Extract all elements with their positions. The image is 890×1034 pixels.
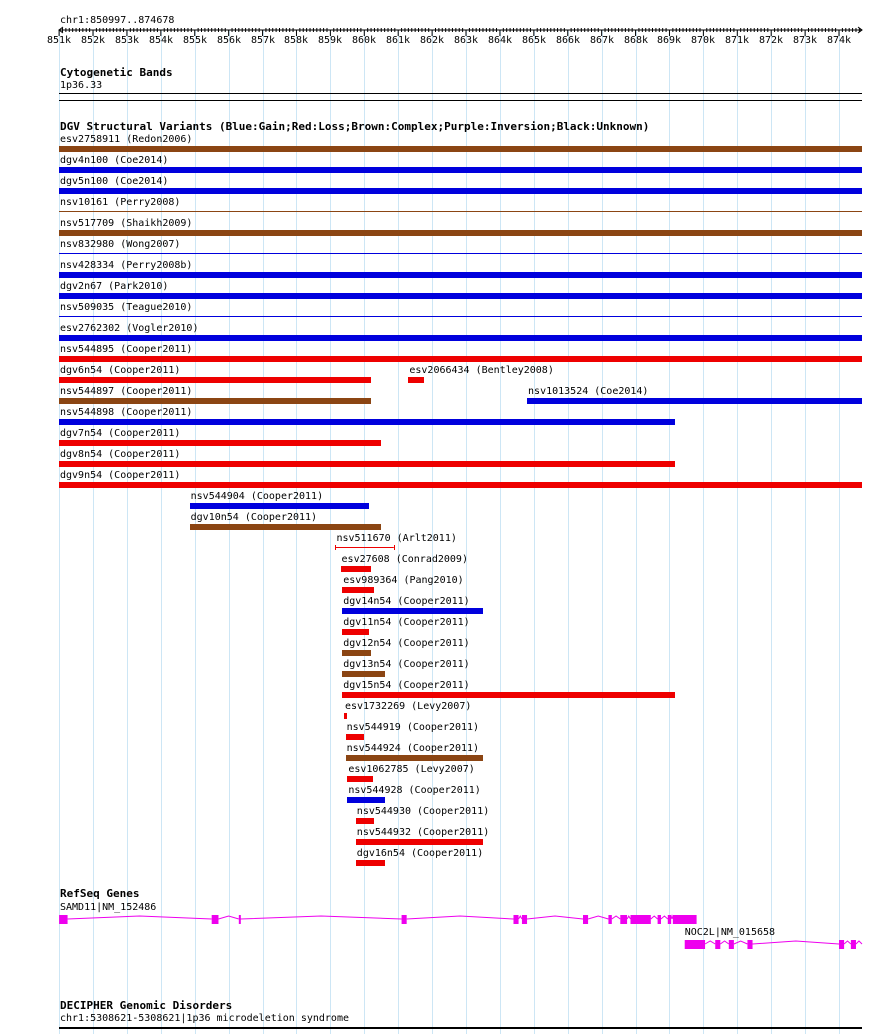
exon bbox=[673, 915, 697, 924]
exon bbox=[402, 915, 407, 924]
gene-label[interactable]: NOC2L|NM_015658 bbox=[684, 927, 776, 938]
tick-label: 858k bbox=[283, 35, 309, 46]
gridline bbox=[771, 30, 772, 1034]
tick-label: 857k bbox=[250, 35, 276, 46]
variant-bar[interactable] bbox=[59, 377, 371, 383]
gridline bbox=[229, 30, 230, 1034]
variant-label[interactable]: nsv511670 (Arlt2011) bbox=[336, 533, 457, 544]
tick-label: 874k bbox=[826, 35, 852, 46]
exon bbox=[658, 915, 661, 924]
tick-label: 859k bbox=[317, 35, 343, 46]
variant-bar[interactable] bbox=[59, 230, 862, 236]
variant-bar[interactable] bbox=[335, 545, 395, 550]
variant-bar[interactable] bbox=[59, 356, 862, 362]
variant-bar[interactable] bbox=[59, 482, 862, 488]
gridline bbox=[703, 30, 704, 1034]
variant-label[interactable]: dgv8n54 (Cooper2011) bbox=[60, 449, 181, 460]
gridline bbox=[364, 30, 365, 1034]
gene-model[interactable] bbox=[0, 938, 890, 952]
exon bbox=[851, 940, 856, 949]
dgv-track-title: DGV Structural Variants (Blue:Gain;Red:Loss;Brown:Complex;Purple:Inversion;Black:Unknown) bbox=[60, 120, 650, 133]
variant-label[interactable]: dgv12n54 (Cooper2011) bbox=[343, 638, 470, 649]
tick-label: 863k bbox=[453, 35, 479, 46]
variant-bar[interactable] bbox=[342, 629, 369, 635]
exon bbox=[685, 940, 705, 949]
variant-bar[interactable] bbox=[342, 671, 384, 677]
variant-bar[interactable] bbox=[346, 755, 483, 761]
variant-bar[interactable] bbox=[59, 398, 371, 404]
gridline bbox=[737, 30, 738, 1034]
variant-label[interactable]: dgv11n54 (Cooper2011) bbox=[343, 617, 470, 628]
variant-label[interactable]: esv2066434 (Bentley2008) bbox=[409, 365, 554, 376]
exon bbox=[668, 915, 671, 924]
gridline bbox=[432, 30, 433, 1034]
variant-bar[interactable] bbox=[190, 503, 370, 509]
variant-label[interactable]: dgv14n54 (Cooper2011) bbox=[343, 596, 470, 607]
variant-bar[interactable] bbox=[59, 461, 675, 467]
variant-label[interactable]: nsv1013524 (Coe2014) bbox=[528, 386, 649, 397]
variant-label[interactable]: dgv13n54 (Cooper2011) bbox=[343, 659, 470, 670]
variant-bar[interactable] bbox=[59, 167, 862, 173]
variant-bar[interactable] bbox=[190, 524, 382, 530]
tick-label: 853k bbox=[114, 35, 140, 46]
gridline bbox=[805, 30, 806, 1034]
exon bbox=[522, 915, 527, 924]
tick-label: 856k bbox=[216, 35, 242, 46]
variant-label[interactable]: dgv4n100 (Coe2014) bbox=[60, 155, 169, 166]
variant-bar[interactable] bbox=[527, 398, 862, 404]
tick-label: 870k bbox=[690, 35, 716, 46]
variant-label[interactable]: nsv428334 (Perry2008b) bbox=[60, 260, 193, 271]
gridline bbox=[330, 30, 331, 1034]
variant-label[interactable]: esv1732269 (Levy2007) bbox=[344, 701, 472, 712]
refseq-track-title: RefSeq Genes bbox=[60, 887, 140, 900]
tick-label: 865k bbox=[521, 35, 547, 46]
variant-label[interactable]: esv2762302 (Vogler2010) bbox=[60, 323, 199, 334]
variant-label[interactable]: nsv544895 (Cooper2011) bbox=[60, 344, 193, 355]
variant-label[interactable]: dgv16n54 (Cooper2011) bbox=[356, 848, 484, 859]
gridline bbox=[636, 30, 637, 1034]
variant-label[interactable]: nsv544924 (Cooper2011) bbox=[346, 743, 480, 754]
tick-label: 861k bbox=[385, 35, 411, 46]
tick-label: 871k bbox=[724, 35, 750, 46]
variant-label[interactable]: dgv6n54 (Cooper2011) bbox=[60, 365, 181, 376]
gridline bbox=[500, 30, 501, 1034]
exon bbox=[630, 915, 650, 924]
variant-bar[interactable] bbox=[59, 188, 862, 194]
intron-line bbox=[68, 916, 673, 919]
variant-label[interactable]: dgv2n67 (Park2010) bbox=[60, 281, 169, 292]
gridline bbox=[602, 30, 603, 1034]
variant-bar[interactable] bbox=[59, 419, 675, 425]
exon bbox=[620, 915, 627, 924]
variant-label[interactable]: dgv10n54 (Cooper2011) bbox=[190, 512, 318, 523]
exon bbox=[715, 940, 720, 949]
variant-bar[interactable] bbox=[59, 211, 862, 212]
tick-label: 864k bbox=[487, 35, 513, 46]
decipher-track-title: DECIPHER Genomic Disorders bbox=[60, 999, 233, 1012]
variant-label[interactable]: esv27608 (Conrad2009) bbox=[341, 554, 468, 565]
cytoband-label: 1p36.33 bbox=[60, 80, 103, 91]
gene-label[interactable]: SAMD11|NM_152486 bbox=[60, 902, 157, 913]
tick-label: 866k bbox=[555, 35, 581, 46]
variant-label[interactable]: nsv544904 (Cooper2011) bbox=[190, 491, 324, 502]
decipher-item-label[interactable]: chr1:5308621-5308621|1p36 microdeletion syndrome bbox=[60, 1013, 349, 1024]
variant-bar[interactable] bbox=[59, 146, 862, 152]
tick-label: 854k bbox=[148, 35, 174, 46]
variant-bar[interactable] bbox=[408, 377, 423, 383]
intron-line bbox=[705, 941, 862, 944]
exon bbox=[583, 915, 588, 924]
tick-label: 868k bbox=[623, 35, 649, 46]
variant-bar[interactable] bbox=[59, 440, 381, 446]
variant-label[interactable]: esv1062785 (Levy2007) bbox=[348, 764, 475, 775]
gridline bbox=[195, 30, 196, 1034]
variant-bar[interactable] bbox=[342, 587, 374, 593]
cytoband-track-title: Cytogenetic Bands bbox=[60, 66, 173, 79]
variant-label[interactable]: nsv544898 (Cooper2011) bbox=[60, 407, 193, 418]
exon bbox=[212, 915, 219, 924]
tick-label: 852k bbox=[80, 35, 106, 46]
variant-bar[interactable] bbox=[59, 272, 862, 278]
region-label: chr1:850997..874678 bbox=[60, 15, 175, 26]
variant-bar[interactable] bbox=[59, 293, 862, 299]
variant-label[interactable]: nsv544930 (Cooper2011) bbox=[356, 806, 490, 817]
decipher-feature-bar[interactable] bbox=[59, 1027, 862, 1029]
variant-label[interactable]: nsv509035 (Teague2010) bbox=[60, 302, 193, 313]
variant-label[interactable]: dgv5n100 (Coe2014) bbox=[60, 176, 169, 187]
variant-label[interactable]: nsv517709 (Shaikh2009) bbox=[60, 218, 193, 229]
variant-label[interactable]: nsv544897 (Cooper2011) bbox=[60, 386, 193, 397]
gridline bbox=[263, 30, 264, 1034]
variant-bar[interactable] bbox=[344, 713, 347, 719]
variant-label[interactable]: esv2758911 (Redon2006) bbox=[60, 134, 193, 145]
variant-bar[interactable] bbox=[341, 566, 372, 572]
exon bbox=[729, 940, 734, 949]
tick-label: 851k bbox=[46, 35, 72, 46]
variant-label[interactable]: nsv544919 (Cooper2011) bbox=[346, 722, 480, 733]
exon bbox=[239, 915, 241, 924]
variant-bar[interactable] bbox=[346, 734, 365, 740]
tick-label: 873k bbox=[792, 35, 818, 46]
gridline bbox=[568, 30, 569, 1034]
variant-label[interactable]: dgv15n54 (Cooper2011) bbox=[343, 680, 470, 691]
variant-bar[interactable] bbox=[356, 818, 375, 824]
gridline bbox=[669, 30, 670, 1034]
gridline bbox=[296, 30, 297, 1034]
gridline bbox=[534, 30, 535, 1034]
variant-bar[interactable] bbox=[59, 316, 862, 317]
exon bbox=[513, 915, 518, 924]
variant-label[interactable]: nsv544932 (Cooper2011) bbox=[356, 827, 490, 838]
variant-label[interactable]: esv989364 (Pang2010) bbox=[343, 575, 464, 586]
variant-bar[interactable] bbox=[342, 608, 483, 614]
variant-label[interactable]: nsv832980 (Wong2007) bbox=[60, 239, 181, 250]
exon bbox=[747, 940, 752, 949]
variant-label[interactable]: nsv10161 (Perry2008) bbox=[60, 197, 181, 208]
tick-label: 869k bbox=[656, 35, 682, 46]
tick-label: 872k bbox=[758, 35, 784, 46]
variant-label[interactable]: nsv544928 (Cooper2011) bbox=[348, 785, 481, 796]
variant-bar[interactable] bbox=[356, 839, 483, 845]
gridline bbox=[398, 30, 399, 1034]
exon bbox=[59, 915, 67, 924]
gridline bbox=[839, 30, 840, 1034]
variant-label[interactable]: dgv9n54 (Cooper2011) bbox=[60, 470, 181, 481]
tick-label: 855k bbox=[182, 35, 208, 46]
exon bbox=[839, 940, 844, 949]
variant-bar[interactable] bbox=[356, 860, 385, 866]
variant-bar[interactable] bbox=[342, 650, 371, 656]
cytoband-line-bottom bbox=[59, 100, 862, 101]
gridline bbox=[466, 30, 467, 1034]
tick-label: 860k bbox=[351, 35, 377, 46]
tick-label: 867k bbox=[589, 35, 615, 46]
variant-bar[interactable] bbox=[59, 335, 862, 341]
variant-bar[interactable] bbox=[59, 253, 862, 254]
variant-bar[interactable] bbox=[347, 776, 372, 782]
variant-bar[interactable] bbox=[347, 797, 384, 803]
variant-label[interactable]: dgv7n54 (Cooper2011) bbox=[60, 428, 181, 439]
gene-model[interactable] bbox=[0, 913, 890, 927]
tick-label: 862k bbox=[419, 35, 445, 46]
variant-bar[interactable] bbox=[342, 692, 674, 698]
exon bbox=[608, 915, 611, 924]
cytoband-line-top bbox=[59, 93, 862, 94]
